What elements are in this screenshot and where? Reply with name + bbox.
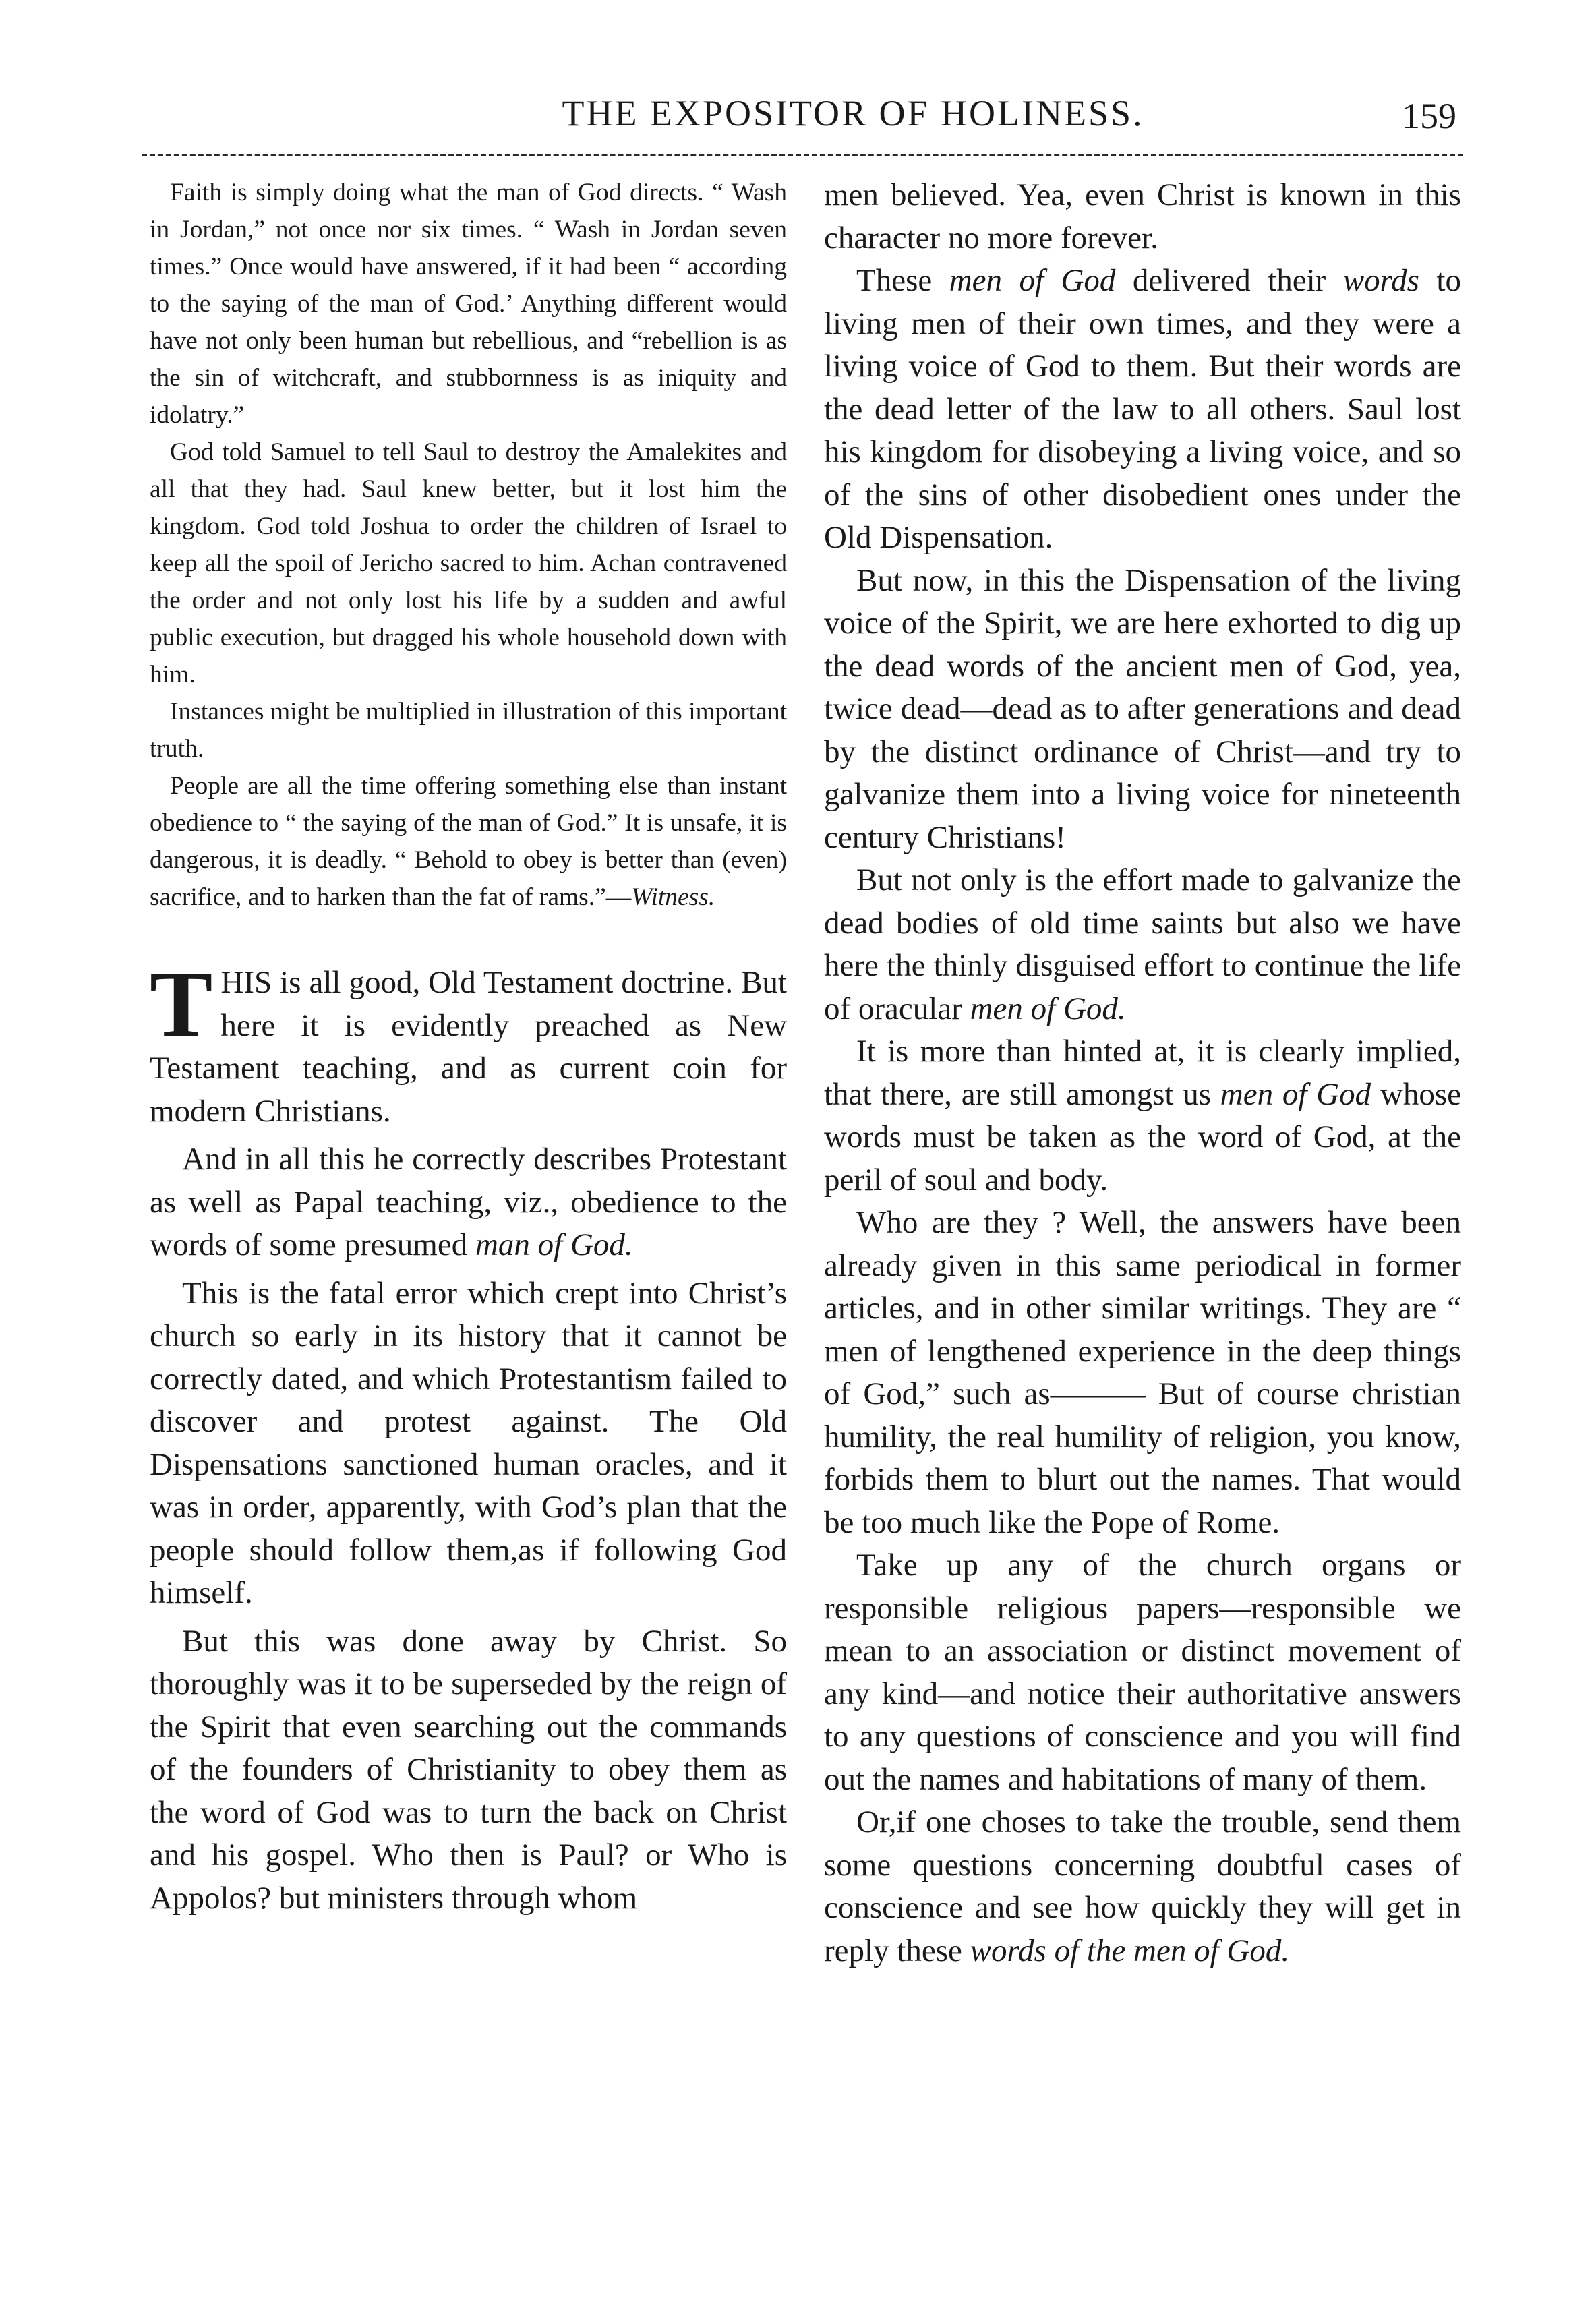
quote-source: Witness. xyxy=(631,883,715,911)
right-paragraph-3-text: But not only is the effort made to galvanize the dead bodies of old time saints but also we have here the thinly disguised effort to continue the life of oracular xyxy=(824,862,1461,1026)
right-paragraph-1-emphasis-1: men of God xyxy=(949,263,1116,298)
right-column xyxy=(824,174,1461,1972)
quoted-passage xyxy=(150,174,787,916)
quote-paragraph-4-text: People are all the time offering something else than instant obedience to “ the saying of the man of God.” It is unsafe, it is dangerous, it is deadly. “ Behold to obey is better than (even) sacrifice, and to harken than the fat of rams.”— xyxy=(150,772,787,911)
quote-paragraph-1: Faith is simply doing what the man of God directs. “ Wash in Jordan,” not once nor six times. “ Wash in Jordan seven times.” Once would have answered, if it had been “ according to the saying of the man of God.’ Anything different would have not only been human but rebellious, and “rebellion is as the sin of witchcraft, and stubbornness is as iniquity and idolatry.” xyxy=(150,179,787,429)
right-paragraph-6: Take up any of the church organs or responsible religious papers—responsible we mean to an association or distinct movement of any kind—and notice their authoritative answers to any questions of conscience and you will find out the names and habitations of many of them. xyxy=(824,1548,1461,1797)
right-article-body xyxy=(824,174,1461,1972)
right-paragraph-1 xyxy=(824,260,1461,560)
right-paragraph-2: But now, in this the Dispensation of the living voice of the Spirit, we are here exhorted to dig up the dead words of the ancient men of God, yea, twice dead—dead as to after generations and dead by the distinct ordinance of Christ—and try to galvanize them into a living voice for nineteenth century Christians! xyxy=(824,562,1461,855)
running-title: THE EXPOSITOR OF HOLINESS. xyxy=(562,93,1144,134)
right-paragraph-7-emphasis: words of the men of God. xyxy=(970,1933,1290,1968)
right-paragraph-5: Who are they ? Well, the answers have been already given in this same periodical in former articles, and in other similar writings. They are “ men of lengthened experience in the deep things of God,” such as——— But of course christian humility, the real humility of religion, you know, forbids them to blurt out the names. That would be too much like the Pope of Rome. xyxy=(824,1205,1461,1540)
quote-paragraph-2: God told Samuel to tell Saul to destroy the Amalekites and all that they had. Saul knew better, but it lost him the kingdom. God told Joshua to order the children of Israel to keep all the spoil of Jericho sacred to him. Achan contravened the order and not only lost his life by a sudden and awful public execution, but dragged his whole household down with him. xyxy=(150,438,787,688)
page-header xyxy=(135,86,1477,140)
article-paragraph-2-text: And in all this he correctly describes Protestant as well as Papal teaching, viz., obedience to the words of some presumed xyxy=(150,1142,787,1262)
right-paragraph-4-emphasis: men of God xyxy=(1220,1076,1371,1112)
right-paragraph-1-text-a: These xyxy=(856,263,949,298)
article-paragraph-2-emphasis: man of God. xyxy=(475,1227,633,1262)
right-paragraph-1-text-c: to living men of their own times, and they were a living voice of God to them. But their words are the dead letter of the law to all others. Saul lost his kingdom for disobeying a living voice, and so of the sins of other disobedient ones under the Old Dispensation. xyxy=(824,263,1461,555)
right-paragraph-0: men believed. Yea, even Christ is known in this character no more forever. xyxy=(824,177,1461,256)
right-paragraph-1-text-b: delivered their xyxy=(1115,263,1343,298)
article-paragraph-1 xyxy=(150,952,787,1133)
article-paragraph-1-text: HIS is all good, Old Testament doctrine. But here it is evidently preached as New Testament teaching, and as current coin for modern Christians. xyxy=(150,965,787,1129)
left-column xyxy=(150,174,787,1925)
right-paragraph-3 xyxy=(824,859,1461,1030)
page-number: 159 xyxy=(1402,96,1456,136)
article-paragraph-2 xyxy=(150,1138,787,1267)
section-gap xyxy=(150,916,787,962)
right-paragraph-4-text-a: It is more than hinted at, it is clearly implied, that there, are still amongst us xyxy=(824,1034,1461,1112)
header-rule xyxy=(142,154,1463,156)
quote-paragraph-4 xyxy=(150,767,787,916)
article-paragraph-3: This is the fatal error which crept into Christ’s church so early in its history that it cannot be correctly dated, and which Protestantism failed to discover and protest against. The Old Dispensations sanctioned human oracles, and it was in order, apparently, with God’s plan that the people should follow them,as if following God himself. xyxy=(150,1275,787,1610)
article-paragraph-4: But this was done away by Christ. So thoroughly was it to be superseded by the reign of the Spirit that even searching out the commands of the founders of Christianity to obey them as the word of God was to turn the back on Christ and his gospel. Who then is Paul? or Who is Appolos? but ministers through whom xyxy=(150,1623,787,1916)
right-paragraph-3-emphasis: men of God. xyxy=(970,991,1126,1026)
right-paragraph-4 xyxy=(824,1030,1461,1202)
left-article-body xyxy=(150,952,787,1920)
right-paragraph-7 xyxy=(824,1801,1461,1972)
drop-cap: T xyxy=(150,952,213,1057)
right-paragraph-4-text-b: whose words must be taken as the word of God, at the peril of soul and body. xyxy=(824,1076,1461,1198)
right-paragraph-1-emphasis-2: words xyxy=(1342,263,1419,298)
quote-paragraph-3: Instances might be multiplied in illustration of this important truth. xyxy=(150,698,787,763)
right-paragraph-7-text: Or,if one choses to take the trouble, send them some questions concerning doubtful cases of conscience and see how quickly they will get in reply these xyxy=(824,1804,1461,1968)
